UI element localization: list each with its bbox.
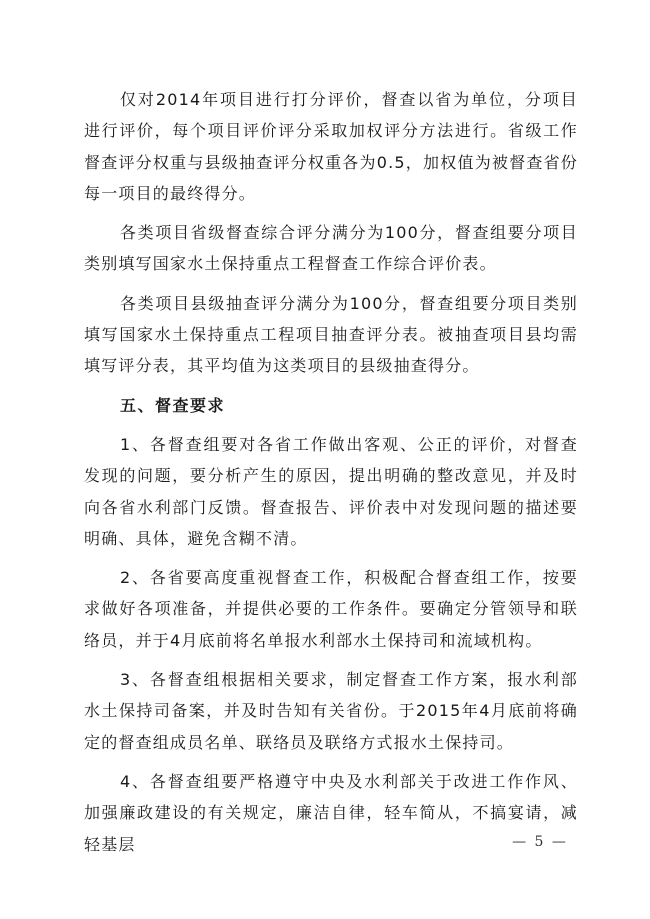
section-heading-supervision-requirements: 五、督查要求 <box>120 395 226 415</box>
paragraph-requirement-1: 1、各督查组要对各省工作做出客观、公正的评价，对督查发现的问题，要分析产生的原因，提出明确的整改意见，并及时向各省水利部门反馈。督查报告、评价表中对发现问题的描述要明确、具体，避免含糊不清。 <box>84 434 578 548</box>
paragraph-county-scoring: 各类项目县级抽查评分满分为100分，督查组要分项目类别填写国家水土保持重点工程项目抽查评分表。被抽查项目县均需填写评分表，其平均值为这类项目的县级抽查得分。 <box>84 293 578 376</box>
paragraph-provincial-scoring: 各类项目省级督查综合评分满分为100分，督查组要分项目类别填写国家水土保持重点工程督查工作综合评价表。 <box>84 223 578 274</box>
page-number: — 5 — <box>512 834 568 850</box>
paragraph-requirement-2: 2、各省要高度重视督查工作，积极配合督查组工作，按要求做好各项准备，并提供必要的工作条件。要确定分管领导和联络员，并于4月底前将名单报水利部水土保持司和流域机构。 <box>84 568 578 650</box>
paragraph-scoring-method: 仅对2014年项目进行打分评价，督查以省为单位，分项目进行评价，每个项目评价评分采取加权评分方法进行。省级工作督查评分权重与县级抽查评分权重各为0.5，加权值为被督查省份每一项目的最终得分。 <box>84 90 578 203</box>
document-body <box>84 84 578 860</box>
paragraph-requirement-3: 3、各督查组根据相关要求，制定督查工作方案，报水利部水土保持司备案，并及时告知有关省份。于2015年4月底前将确定的督查组成员名单、联络员及联络方式报水土保持司。 <box>84 670 578 752</box>
paragraph-requirement-4: 4、各督查组要严格遵守中央及水利部关于改进工作作风、加强廉政建设的有关规定，廉洁自律，轻车简从，不搞宴请，减轻基层 <box>84 771 578 854</box>
